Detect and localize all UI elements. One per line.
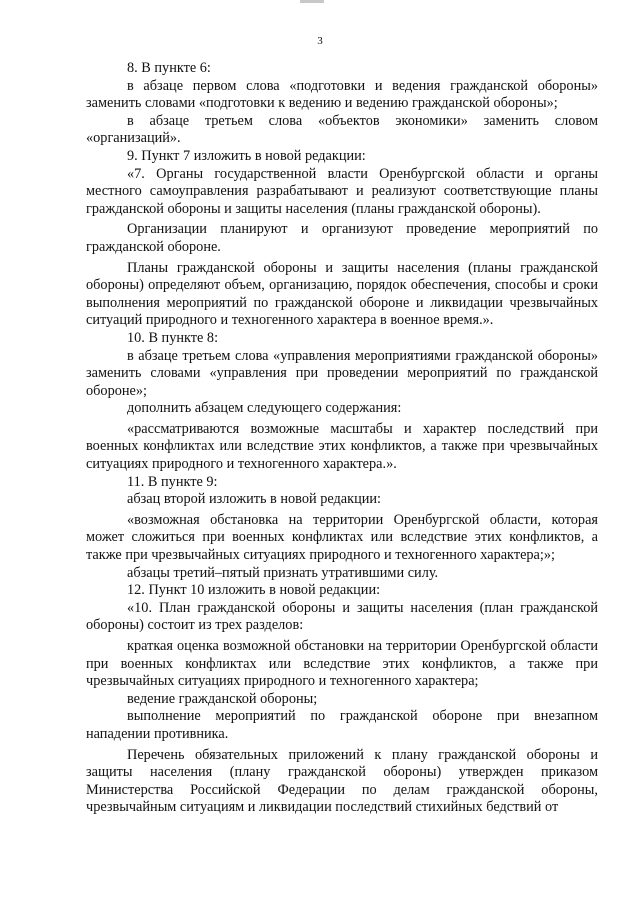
paragraph: абзацы третий–пятый признать утратившими силу. — [127, 564, 439, 581]
paragraph: абзац второй изложить в новой редакции: — [127, 491, 382, 508]
paragraph: дополнить абзацем следующего содержания: — [127, 400, 402, 417]
paragraph: «возможная обстановка на территории Оренбургской области, которая может сложиться при военных конфликтах или вследствие этих конфликтов, а также при чрезвычайных ситуациях природного и техногенного характера;»; — [86, 511, 598, 564]
document-body — [86, 60, 598, 817]
paragraph: «рассматриваются возможные масштабы и характер последствий при военных конфликтах или вследствие этих конфликтов, а также при чрезвычайных ситуациях природного и техногенного характера.». — [86, 420, 598, 473]
paragraph-item-9: 9. Пункт 7 изложить в новой редакции: — [127, 147, 366, 164]
paragraph: выполнение мероприятий по гражданской обороне при внезапном нападении противника. — [86, 708, 598, 742]
page-top-mark — [300, 0, 324, 3]
paragraph-item-10: 10. В пункте 8: — [127, 329, 219, 346]
paragraph: краткая оценка возможной обстановки на территории Оренбургской области при военных конфликтах или вследствие этих конфликтов, а также при чрезвычайных ситуациях природного и техногенного характера; — [86, 638, 598, 690]
paragraph: в абзаце третьем слова «управления мероприятиями гражданской обороны» заменить словами «управления при проведении мероприятий по гражданской обороне»; — [86, 347, 598, 399]
paragraph: «7. Органы государственной власти Оренбургской области и органы местного самоуправления разрабатывают и реализуют соответствующие планы гражданской обороны и защиты населения (планы гражданской обороны). — [86, 165, 598, 217]
paragraph: Перечень обязательных приложений к плану гражданской обороны и защиты населения (плану гражданской обороны) утвержден приказом Министерства Российской Федерации по делам гражданской обороны, чрезвычайным ситуациям и ликвидации последствий стихийных бедствий от — [86, 746, 598, 816]
paragraph: Организации планируют и организуют проведение мероприятий по гражданской обороне. — [86, 221, 598, 255]
paragraph: ведение гражданской обороны; — [127, 690, 318, 707]
page-number: 3 — [317, 35, 323, 47]
paragraph: «10. План гражданской обороны и защиты населения (план гражданской обороны) состоит из трех разделов: — [86, 599, 598, 634]
paragraph: Планы гражданской обороны и защиты населения (планы гражданской обороны) определяют объем, организацию, порядок обеспечения, способы и сроки выполнения мероприятий по гражданской обороне и ликвидации чрезвычайных ситуаций природного и техногенного характера в военное время.». — [86, 259, 598, 329]
paragraph-item-11: 11. В пункте 9: — [127, 473, 218, 490]
paragraph-item-12: 12. Пункт 10 изложить в новой редакции: — [127, 582, 381, 599]
paragraph-item-8: 8. В пункте 6: — [127, 60, 211, 76]
paragraph: в абзаце первом слова «подготовки и ведения гражданской обороны» заменить словами «подготовки к ведению и ведению гражданской обороны»; — [86, 77, 598, 112]
paragraph: в абзаце третьем слова «объектов экономики» заменить словом «организаций». — [86, 112, 598, 147]
